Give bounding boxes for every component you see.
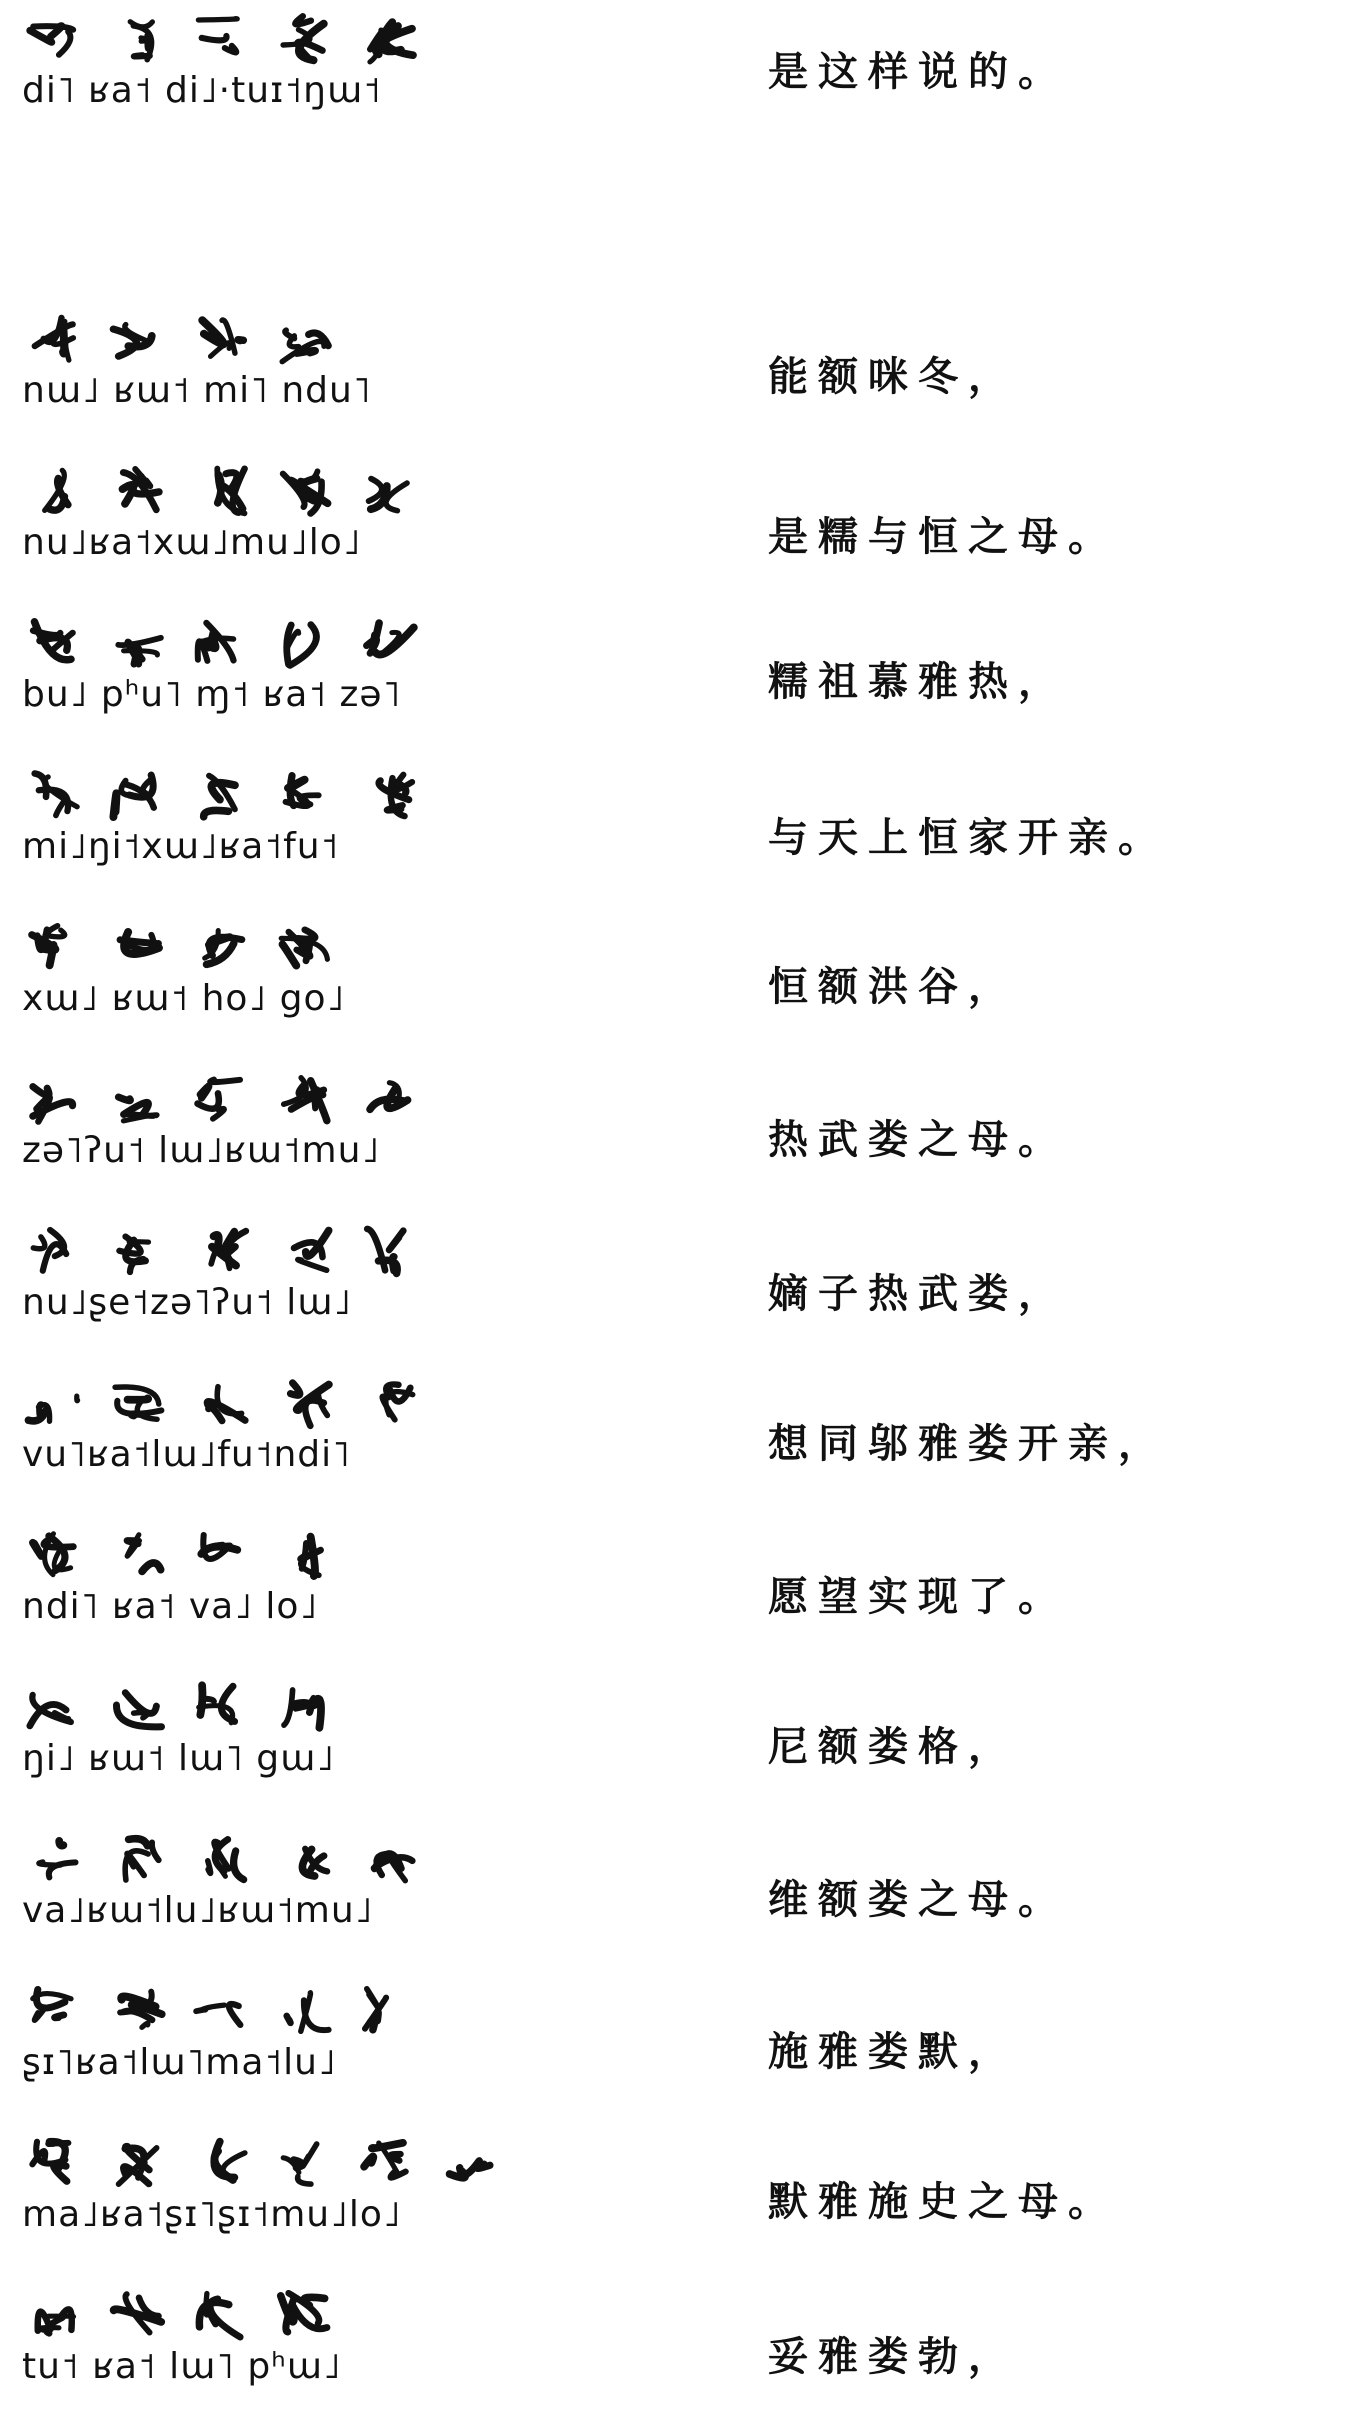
yi-script-block <box>22 764 462 894</box>
romanization-text: mi˩ŋi˦xɯ˩ʁa˦fu˦ <box>22 826 340 867</box>
yi-script-glyph-icon <box>274 2134 336 2192</box>
verse-row <box>0 1820 1359 1950</box>
verse-row <box>0 0 1359 130</box>
romanization-text: ʂɪ˥ʁa˦lɯ˥ma˦lu˩ <box>22 2042 337 2083</box>
verse-row <box>0 604 1359 734</box>
yi-script-glyph-icon <box>106 1374 168 1432</box>
yi-script-glyph-icon <box>190 1678 252 1736</box>
yi-script-glyph-icon <box>358 1982 420 2040</box>
romanization-text: nɯ˩ ʁɯ˦ mi˥ ndu˥ <box>22 370 372 411</box>
yi-script-glyph-icon <box>190 1830 252 1888</box>
yi-script-glyph-icon <box>22 310 84 368</box>
romanization-text: nu˩ʁa˦xɯ˩mu˩lo˩ <box>22 522 362 563</box>
yi-script-glyph-icon <box>22 1070 84 1128</box>
yi-script-line <box>22 612 462 672</box>
verse-row <box>0 1668 1359 1798</box>
verse-row <box>0 1516 1359 1646</box>
yi-script-glyph-icon <box>274 462 336 520</box>
verse-row <box>0 2124 1359 2254</box>
chinese-translation: 恒额洪谷， <box>768 964 1018 1010</box>
chinese-translation: 是这样说的。 <box>768 49 1068 95</box>
yi-script-line <box>22 764 462 824</box>
yi-script-line <box>22 8 462 68</box>
romanization-text: zə˥ʔu˦ lɯ˩ʁɯ˦mu˩ <box>22 1130 381 1171</box>
yi-script-glyph-icon <box>190 1222 252 1280</box>
yi-script-glyph-icon <box>106 766 168 824</box>
yi-script-glyph-icon <box>358 766 420 824</box>
yi-script-glyph-icon <box>274 10 336 68</box>
yi-script-block <box>22 1676 462 1806</box>
yi-script-block <box>22 1372 462 1502</box>
yi-script-glyph-icon <box>358 1222 420 1280</box>
yi-script-block <box>22 8 462 138</box>
yi-script-block <box>22 2132 462 2262</box>
yi-script-glyph-icon <box>274 1982 336 2040</box>
yi-script-block <box>22 1524 462 1654</box>
romanization-text: va˩ʁɯ˦lu˩ʁɯ˦mu˩ <box>22 1890 374 1931</box>
yi-script-line <box>22 2284 462 2344</box>
yi-script-glyph-icon <box>22 1222 84 1280</box>
chinese-translation: 想同邬雅娄开亲， <box>768 1421 1168 1467</box>
romanization-text: bu˩ pʰu˥ ɱ˦ ʁa˦ zə˥ <box>22 674 402 715</box>
yi-script-glyph-icon <box>106 614 168 672</box>
yi-script-line <box>22 1220 462 1280</box>
romanization-text: ndi˥ ʁa˦ va˩ lo˩ <box>22 1586 319 1627</box>
yi-script-block <box>22 1828 462 1958</box>
chinese-translation: 维额娄之母。 <box>768 1877 1068 1923</box>
romanization-text: nu˩ʂe˦zə˥ʔu˦ lɯ˩ <box>22 1282 353 1323</box>
chinese-translation: 嫡子热武娄， <box>768 1271 1068 1317</box>
yi-script-glyph-icon <box>22 1374 84 1432</box>
yi-script-glyph-icon <box>106 1070 168 1128</box>
yi-script-line <box>22 460 462 520</box>
romanization-text: di˥ ʁa˦ di˩·tuɪ˦ŋɯ˦ <box>22 70 382 111</box>
yi-script-glyph-icon <box>190 918 252 976</box>
yi-script-glyph-icon <box>274 1830 336 1888</box>
romanization-text: xɯ˩ ʁɯ˦ ho˩ go˩ <box>22 978 346 1019</box>
yi-script-block <box>22 612 462 742</box>
chinese-translation: 施雅娄默， <box>768 2029 1018 2075</box>
yi-script-block <box>22 2284 462 2414</box>
yi-script-glyph-icon <box>274 1222 336 1280</box>
verse-row <box>0 1060 1359 1190</box>
chinese-translation: 是糯与恒之母。 <box>768 514 1118 560</box>
yi-script-glyph-icon <box>22 2134 84 2192</box>
yi-script-glyph-icon <box>22 1830 84 1888</box>
yi-script-glyph-icon <box>22 918 84 976</box>
yi-script-glyph-icon <box>274 766 336 824</box>
yi-script-glyph-icon <box>106 1982 168 2040</box>
yi-script-glyph-icon <box>190 462 252 520</box>
yi-script-glyph-icon <box>274 1374 336 1432</box>
yi-script-glyph-icon <box>358 10 420 68</box>
yi-script-block <box>22 916 462 1046</box>
yi-script-glyph-icon <box>106 10 168 68</box>
yi-script-line <box>22 1524 462 1584</box>
yi-script-glyph-icon <box>106 1830 168 1888</box>
yi-script-glyph-icon <box>106 2286 168 2344</box>
chinese-translation: 与天上恒家开亲。 <box>768 815 1168 861</box>
romanization-text: ma˩ʁa˦ʂɪ˥ʂɪ˦mu˩lo˩ <box>22 2194 402 2235</box>
yi-script-glyph-icon <box>358 1374 420 1432</box>
verse-row <box>0 300 1359 430</box>
yi-script-glyph-icon <box>190 2134 252 2192</box>
yi-script-glyph-icon <box>22 1526 84 1584</box>
yi-script-glyph-icon <box>22 766 84 824</box>
chinese-translation: 愿望实现了。 <box>768 1574 1068 1620</box>
yi-script-glyph-icon <box>106 310 168 368</box>
yi-script-block <box>22 308 462 438</box>
yi-script-glyph-icon <box>190 10 252 68</box>
chinese-translation: 默雅施史之母。 <box>768 2179 1118 2225</box>
yi-script-glyph-icon <box>190 766 252 824</box>
yi-script-glyph-icon <box>190 310 252 368</box>
yi-script-glyph-icon <box>190 2286 252 2344</box>
yi-script-block <box>22 1220 462 1350</box>
yi-script-glyph-icon <box>22 1982 84 2040</box>
chinese-translation: 糯祖慕雅热， <box>768 659 1068 705</box>
yi-script-glyph-icon <box>106 1678 168 1736</box>
chinese-translation: 能额咪冬， <box>768 354 1018 400</box>
yi-script-line <box>22 1372 462 1432</box>
yi-script-glyph-icon <box>358 1830 420 1888</box>
verse-row <box>0 2276 1359 2406</box>
yi-script-glyph-icon <box>106 918 168 976</box>
yi-script-glyph-icon <box>274 310 336 368</box>
chinese-translation: 尼额娄格， <box>768 1724 1018 1770</box>
yi-script-glyph-icon <box>274 1678 336 1736</box>
verse-row <box>0 908 1359 1038</box>
yi-script-glyph-icon <box>22 614 84 672</box>
yi-script-block <box>22 460 462 590</box>
yi-script-glyph-icon <box>274 918 336 976</box>
chinese-translation: 热武娄之母。 <box>768 1117 1068 1163</box>
yi-script-glyph-icon <box>358 1070 420 1128</box>
yi-script-line <box>22 1828 462 1888</box>
yi-script-glyph-icon <box>274 614 336 672</box>
yi-script-glyph-icon <box>358 462 420 520</box>
yi-script-glyph-icon <box>106 462 168 520</box>
verse-row <box>0 452 1359 582</box>
verse-row <box>0 1212 1359 1342</box>
yi-script-glyph-icon <box>274 2286 336 2344</box>
yi-script-line <box>22 1676 462 1736</box>
yi-script-block <box>22 1980 462 2110</box>
yi-script-line <box>22 1068 462 1128</box>
chinese-translation: 妥雅娄勃， <box>768 2334 1018 2380</box>
yi-script-glyph-icon <box>106 2134 168 2192</box>
yi-script-glyph-icon <box>442 2134 504 2192</box>
yi-script-glyph-icon <box>22 462 84 520</box>
yi-script-glyph-icon <box>190 1982 252 2040</box>
yi-script-glyph-icon <box>190 1374 252 1432</box>
romanization-text: ŋi˩ ʁɯ˦ lɯ˥ gɯ˩ <box>22 1738 335 1779</box>
yi-script-line <box>22 1980 462 2040</box>
yi-script-glyph-icon <box>22 1678 84 1736</box>
yi-script-glyph-icon <box>190 1070 252 1128</box>
yi-script-glyph-icon <box>106 1222 168 1280</box>
romanization-text: vu˥ʁa˦lɯ˩fu˦ndi˥ <box>22 1434 351 1475</box>
yi-script-glyph-icon <box>358 614 420 672</box>
romanization-text: tu˦ ʁa˦ lɯ˥ pʰɯ˩ <box>22 2346 342 2387</box>
yi-script-glyph-icon <box>358 2134 420 2192</box>
yi-script-glyph-icon <box>190 1526 252 1584</box>
yi-script-glyph-icon <box>274 1070 336 1128</box>
yi-script-glyph-icon <box>22 10 84 68</box>
yi-script-glyph-icon <box>190 614 252 672</box>
yi-script-glyph-icon <box>274 1526 336 1584</box>
yi-script-block <box>22 1068 462 1198</box>
yi-script-line <box>22 2132 462 2192</box>
yi-script-glyph-icon <box>106 1526 168 1584</box>
verse-row <box>0 1972 1359 2102</box>
yi-script-glyph-icon <box>22 2286 84 2344</box>
yi-script-line <box>22 916 462 976</box>
yi-script-line <box>22 308 462 368</box>
